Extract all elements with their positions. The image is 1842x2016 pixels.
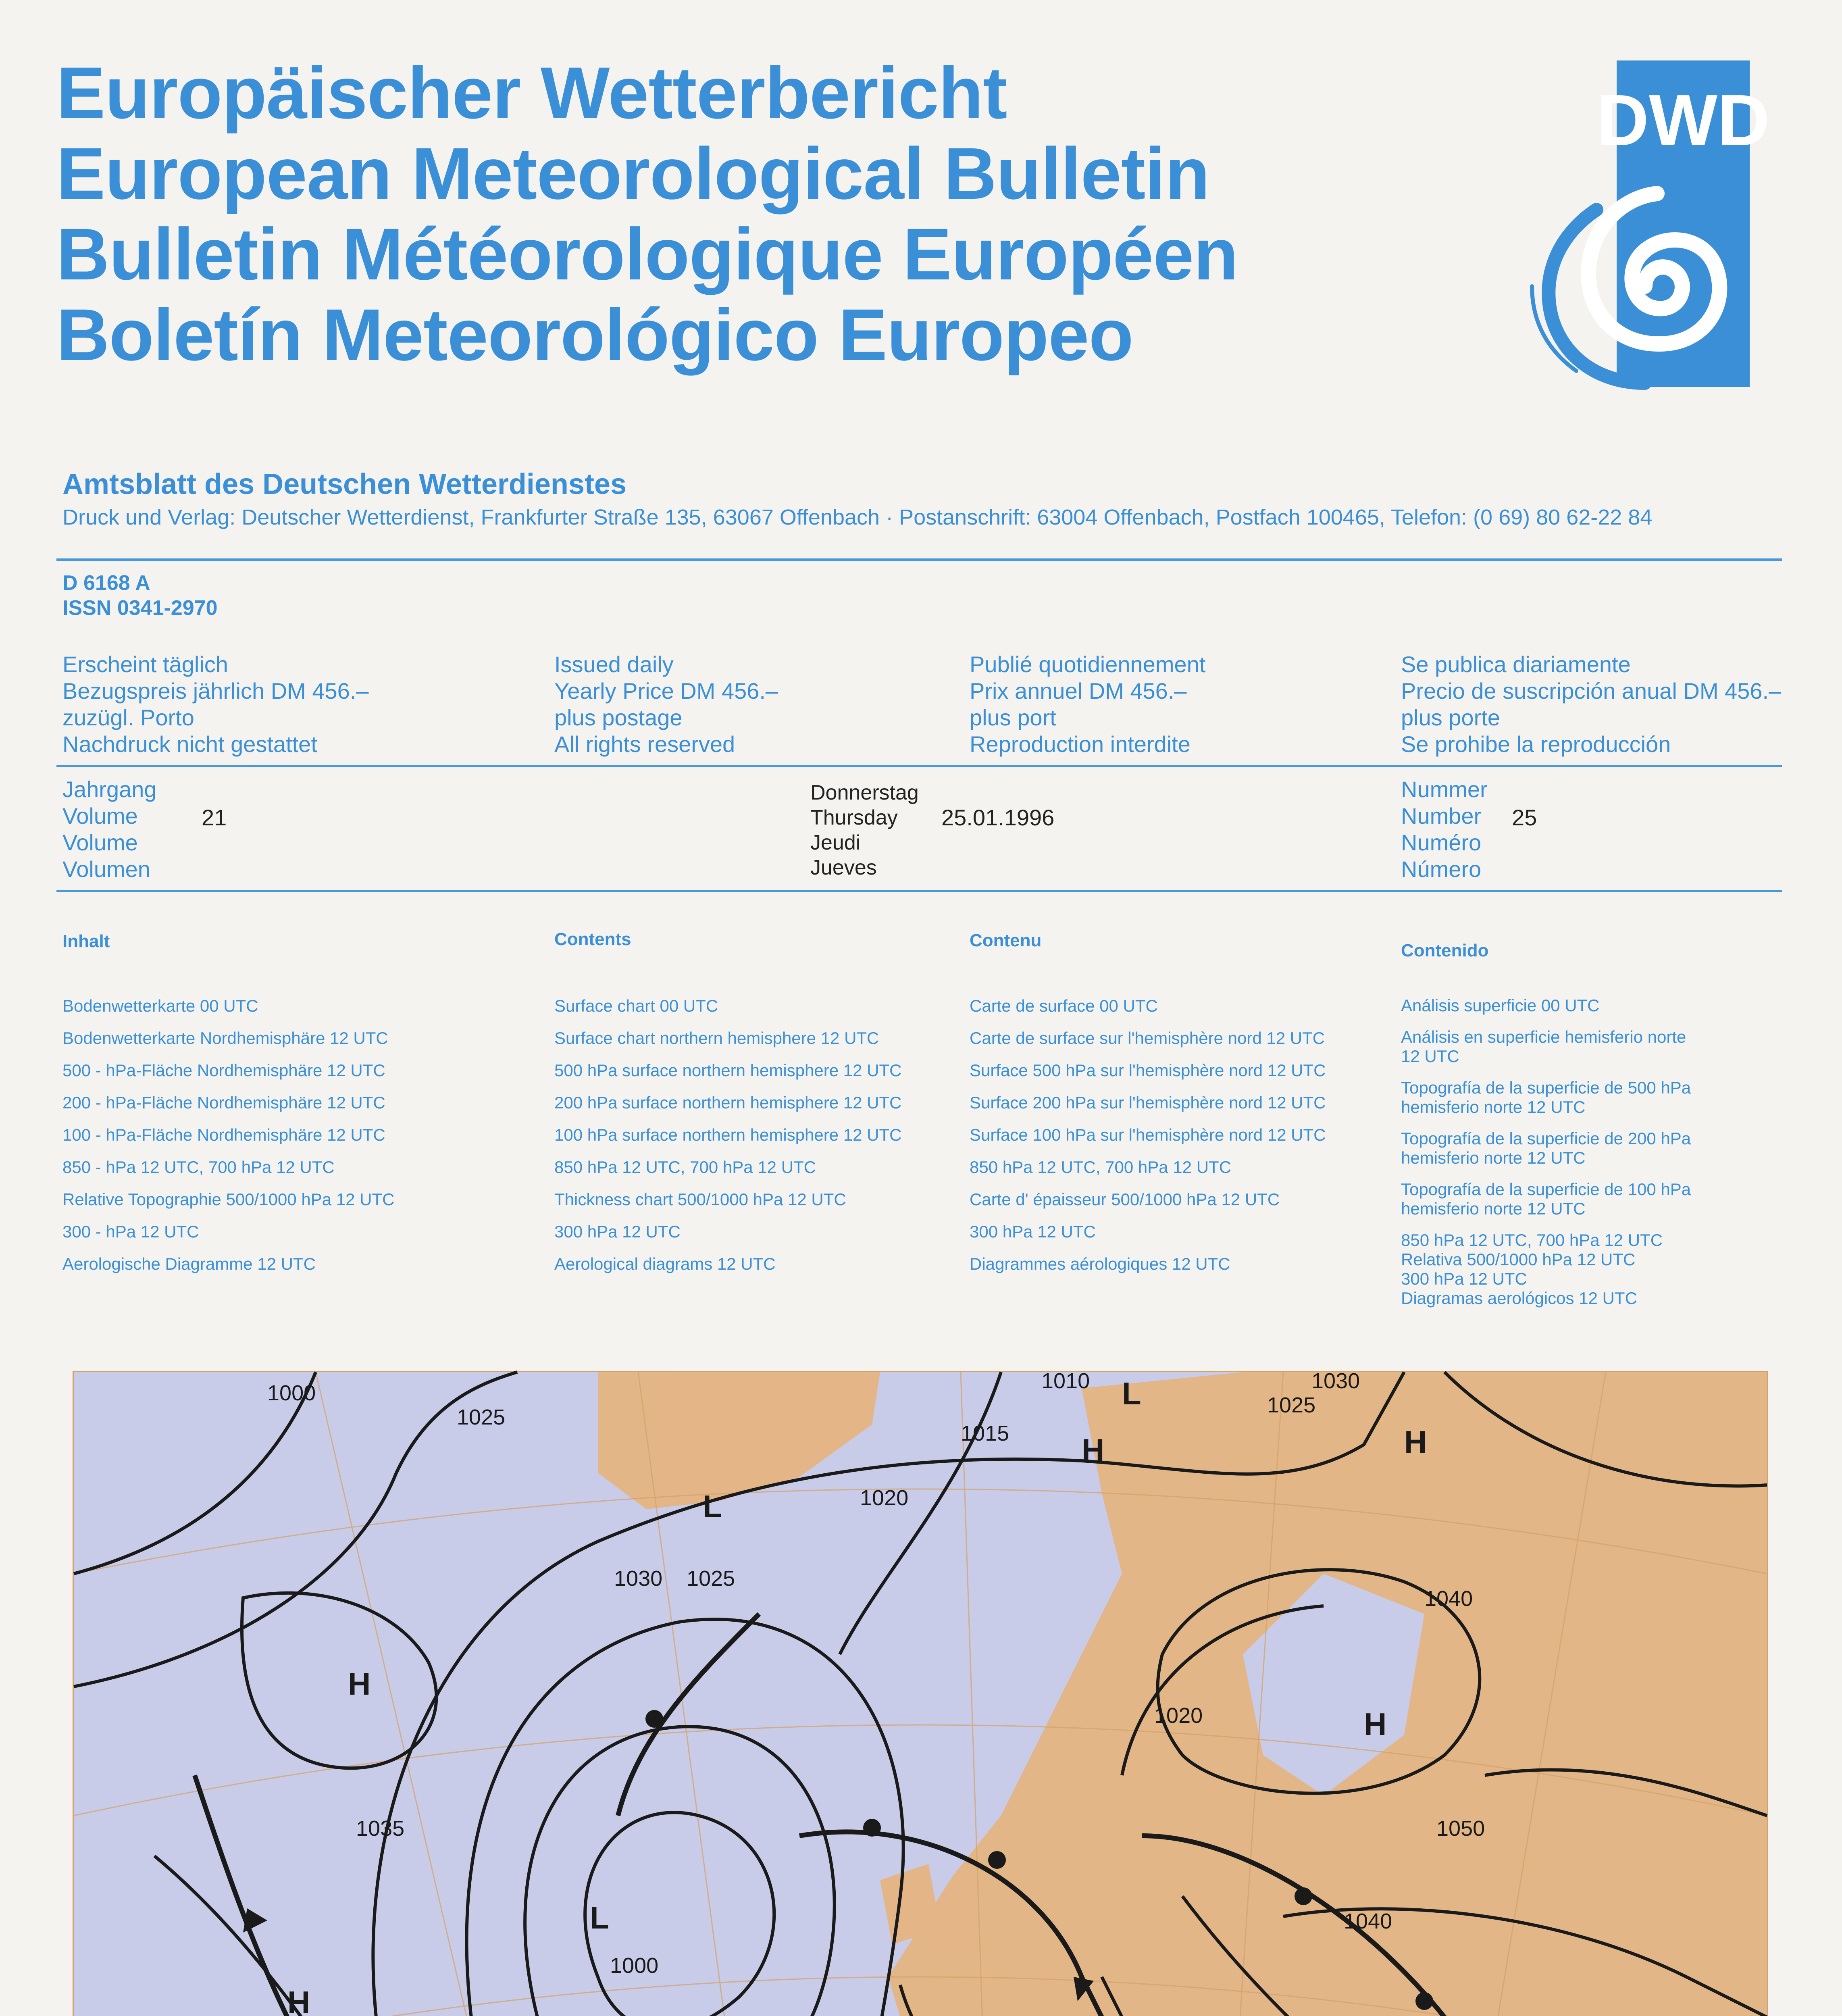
sub-en-line: All rights reserved (554, 731, 735, 757)
low-pressure-center: L (590, 1900, 609, 1935)
contents-list-es (1401, 996, 1707, 1308)
volume-label: Volumen (62, 856, 150, 882)
day-labels (810, 780, 919, 880)
contents-item: 100 hPa surface northern hemisphere 12 UTC (554, 1125, 902, 1144)
logo-text: DWD (1596, 80, 1770, 161)
surface-weather-map (73, 1371, 1768, 2016)
sub-fr-line: plus port (970, 705, 1056, 730)
contents-item: 100 - hPa-Fläche Nordhemisphäre 12 UTC (62, 1125, 385, 1144)
isobar-label: 1015 (961, 1421, 1009, 1445)
isobar-label: 1040 (1424, 1587, 1473, 1611)
isobar-label: 1030 (1311, 1369, 1360, 1393)
contents-item: 850 hPa 12 UTC, 700 hPa 12 UTC (1401, 1231, 1663, 1250)
sub-de-line: Erscheint täglich (62, 652, 228, 677)
issue-number: 25 (1512, 805, 1537, 830)
contents-item: Surface chart 00 UTC (554, 996, 718, 1015)
contents-header-en: Contents (554, 929, 631, 949)
sub-fr-line: Prix annuel DM 456.– (970, 678, 1187, 704)
title-fr: Bulletin Météorologique Européen (56, 213, 1238, 295)
contents-header-de: Inhalt (62, 931, 110, 951)
sub-fr-line: Reproduction interdite (970, 731, 1191, 757)
contents-item: Thickness chart 500/1000 hPa 12 UTC (554, 1190, 846, 1209)
isobar-label: 1050 (1436, 1816, 1485, 1841)
code-d: D 6168 A (62, 571, 150, 595)
contents-list-fr (970, 990, 1326, 1280)
contents-item: Relativa 500/1000 hPa 12 UTC (1401, 1250, 1636, 1269)
sub-de-line: Nachdruck nicht gestattet (62, 731, 317, 757)
code-issn: ISSN 0341-2970 (62, 596, 218, 620)
subscription-fr (970, 651, 1205, 758)
title-es: Boletín Meteorológico Europeo (56, 294, 1133, 376)
contents-item: Carte de surface 00 UTC (970, 996, 1158, 1015)
contents-item: Surface 100 hPa sur l'hemisphère nord 12 UTC (970, 1125, 1326, 1144)
isobar-label: 1025 (687, 1566, 735, 1591)
sub-en-line: plus postage (554, 705, 683, 730)
isobar-label: 1000 (610, 1954, 659, 1978)
contents-item: Bodenwetterkarte 00 UTC (62, 996, 258, 1015)
sub-es-line: plus porte (1401, 705, 1500, 730)
contents-item: 200 hPa surface northern hemisphere 12 UTC (554, 1093, 902, 1112)
contents-item: 500 hPa surface northern hemisphere 12 UTC (554, 1061, 902, 1080)
high-pressure-center: H (287, 1985, 310, 2016)
contents-item: 300 - hPa 12 UTC (62, 1222, 199, 1241)
sub-de-line: zuzügl. Porto (62, 705, 194, 730)
isobar-label: 1040 (1344, 1909, 1392, 1933)
high-pressure-center: H (1404, 1424, 1427, 1460)
sub-es-line: Precio de suscripción anual DM 456.– (1401, 678, 1782, 704)
contents-item: 200 - hPa-Fläche Nordhemisphäre 12 UTC (62, 1093, 385, 1112)
low-pressure-center: L (1122, 1376, 1141, 1411)
day-label: Thursday (810, 806, 898, 829)
isobar-label: 1035 (356, 1816, 405, 1841)
codes (62, 571, 218, 621)
number-label: Número (1401, 856, 1482, 882)
day-label: Jueves (810, 856, 877, 879)
isobar-label: 1010 (1041, 1369, 1090, 1393)
contents-item: Carte d' épaisseur 500/1000 hPa 12 UTC (970, 1190, 1280, 1209)
high-pressure-center: H (1364, 1706, 1387, 1742)
isobar-label: 1020 (860, 1486, 909, 1510)
title-block (56, 52, 1238, 375)
contents-item: Análisis superficie 00 UTC (1401, 996, 1600, 1015)
subscription-de (62, 651, 368, 758)
title-en: European Meteorological Bulletin (56, 132, 1210, 215)
contents-item: Carte de surface sur l'hemisphère nord 12 UTC (970, 1029, 1325, 1048)
contents-item: Topografía de la superficie de 100 hPa hemisferio norte 12 UTC (1401, 1180, 1691, 1218)
volume-labels (62, 776, 157, 883)
contents-item: Aerological diagrams 12 UTC (554, 1254, 776, 1273)
publisher-address: Druck und Verlag: Deutscher Wetterdienst, Frankfurter Straße 135, 63067 Offenbach · Postanschrift: 63004 Offenbach, Postfach 100465, Telefon: (0 69) 80 62-22 84 (62, 505, 1653, 529)
sub-es-line: Se publica diariamente (1401, 652, 1631, 677)
isobar-label: 1000 (267, 1381, 316, 1405)
isobar-label: 1025 (457, 1405, 506, 1429)
contents-item: Topografía de la superficie de 200 hPa hemisferio norte 12 UTC (1401, 1129, 1691, 1167)
publisher-name: Amtsblatt des Deutschen Wetterdienstes (62, 468, 627, 500)
subscription-es (1401, 651, 1781, 758)
subscription-en (554, 651, 778, 758)
number-label: Number (1401, 803, 1482, 829)
contents-item: 850 hPa 12 UTC, 700 hPa 12 UTC (970, 1158, 1232, 1177)
rule-mid (56, 765, 1782, 767)
contents-item: 300 hPa 12 UTC (1401, 1269, 1527, 1288)
volume-label: Jahrgang (62, 777, 157, 802)
contents-item: Análisis en superficie hemisferio norte 12 UTC (1401, 1027, 1686, 1066)
contents-item: Aerologische Diagramme 12 UTC (62, 1254, 316, 1273)
rule-bottom (56, 890, 1782, 892)
day-label: Jeudi (810, 831, 861, 854)
number-label: Numéro (1401, 830, 1482, 855)
sub-de-line: Bezugspreis jährlich DM 456.– (62, 678, 369, 704)
contents-item: 500 - hPa-Fläche Nordhemisphäre 12 UTC (62, 1061, 385, 1080)
contents-list-en (554, 990, 901, 1280)
contents-item: Diagramas aerológicos 12 UTC (1401, 1289, 1637, 1308)
number-label: Nummer (1401, 777, 1488, 802)
contents-header-es: Contenido (1401, 941, 1489, 960)
contents-item: Bodenwetterkarte Nordhemisphäre 12 UTC (62, 1029, 388, 1048)
contents-item: Surface 200 hPa sur l'hemisphère nord 12 UTC (970, 1093, 1326, 1112)
high-pressure-center: H (1082, 1432, 1105, 1468)
volume-label: Volume (62, 803, 138, 829)
sub-en-line: Yearly Price DM 456.– (554, 678, 778, 704)
isobar-label: 1030 (614, 1566, 663, 1591)
contents-item: Surface chart northern hemisphere 12 UTC (554, 1029, 879, 1048)
contents-item: Surface 500 hPa sur l'hemisphère nord 12 UTC (970, 1061, 1326, 1080)
contents-item: Topografía de la superficie de 500 hPa hemisferio norte 12 UTC (1401, 1078, 1691, 1116)
contents-item: 850 - hPa 12 UTC, 700 hPa 12 UTC (62, 1158, 335, 1177)
contents-item: 300 hPa 12 UTC (554, 1222, 681, 1241)
sub-en-line: Issued daily (554, 652, 674, 677)
dwd-logo (1524, 60, 1770, 387)
contents-header-fr: Contenu (970, 931, 1042, 950)
contents-item: 850 hPa 12 UTC, 700 hPa 12 UTC (554, 1158, 816, 1177)
issue-date: 25.01.1996 (941, 805, 1055, 830)
number-labels (1401, 776, 1488, 883)
isobar-label: 1025 (1267, 1393, 1316, 1417)
high-pressure-center: H (348, 1666, 371, 1702)
contents-list-de (62, 990, 394, 1280)
rule-top (56, 558, 1782, 561)
contents-item: Diagrammes aérologiques 12 UTC (970, 1254, 1230, 1273)
sub-es-line: Se prohibe la reproducción (1401, 731, 1671, 757)
title-de: Europäischer Wetterbericht (56, 52, 1007, 134)
volume-label: Volume (62, 830, 138, 855)
contents-item: Relative Topographie 500/1000 hPa 12 UTC (62, 1190, 395, 1209)
day-label: Donnerstag (810, 781, 919, 804)
contents-item: 300 hPa 12 UTC (970, 1222, 1096, 1241)
sub-fr-line: Publié quotidiennement (970, 652, 1206, 677)
volume-value: 21 (202, 805, 227, 830)
low-pressure-center: L (703, 1489, 722, 1524)
isobar-label: 1020 (1154, 1704, 1203, 1728)
